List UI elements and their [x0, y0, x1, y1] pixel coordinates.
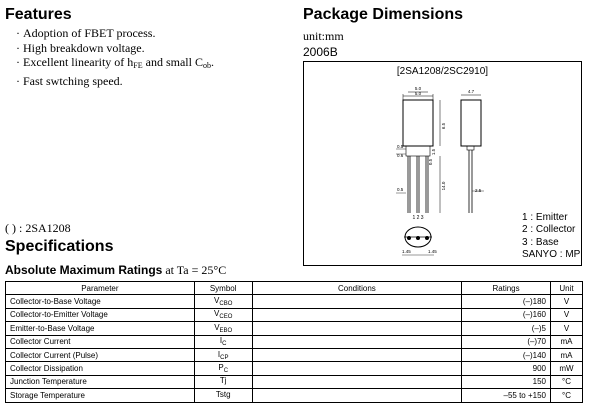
- cell-unit: V: [551, 308, 583, 321]
- dim-lead-pitch-a: 0.5: [397, 144, 404, 149]
- column-header-symbol: Symbol: [194, 282, 252, 295]
- column-header-unit: Unit: [551, 282, 583, 295]
- features-heading: Features: [5, 6, 72, 23]
- cell-rating: (–)180: [462, 295, 551, 308]
- features-list: [16, 26, 214, 88]
- cell-symbol: $P_C$: [194, 362, 252, 375]
- feature-item: · Fast swtching speed.: [16, 74, 214, 89]
- absolute-max-ratings-heading: Absolute Maximum Ratings at Ta = 25°C: [5, 263, 227, 277]
- table-header-row: [6, 282, 583, 295]
- cell-unit: °C: [551, 389, 583, 402]
- pin-legend-item: 1 : Emitter: [522, 212, 568, 223]
- cell-parameter: Junction Temperature: [6, 375, 195, 388]
- cell-conditions: [252, 322, 461, 335]
- part-numbers-label: [2SA1208/2SC2910]: [396, 66, 489, 77]
- cell-rating: (–)160: [462, 308, 551, 321]
- cell-rating: 150: [462, 375, 551, 388]
- dim-body-height: 6.5: [441, 122, 446, 130]
- dim-top-inner: 5.0: [414, 91, 422, 96]
- cell-parameter: Collector Dissipation: [6, 362, 195, 375]
- dim-pitch-right: 1.45: [428, 249, 437, 254]
- dim-top-width: 5.0: [414, 86, 422, 91]
- cell-parameter: Emitter-to-Base Voltage: [6, 322, 195, 335]
- table-row: [6, 335, 583, 348]
- feature-item: · High breakdown voltage.: [16, 41, 214, 56]
- alternate-part-note: ( ) : 2SA1208: [5, 221, 71, 235]
- cell-symbol: Tj: [194, 375, 252, 388]
- table-row: [6, 295, 583, 308]
- dim-lead-length: 14.0: [441, 181, 446, 191]
- cell-symbol: Tstg: [194, 389, 252, 402]
- package-dimensions-heading: Package Dimensions: [303, 6, 464, 23]
- body-side-outline: [461, 100, 481, 146]
- specifications-heading: Specifications: [5, 238, 114, 255]
- cell-conditions: [252, 389, 461, 402]
- unit-label: unit:mm: [303, 29, 344, 43]
- pin-legend-item: 2 : Collector: [522, 224, 576, 236]
- cell-parameter: Collector Current (Pulse): [6, 348, 195, 361]
- dim-step-b: 0.5: [428, 158, 433, 166]
- table-row: [6, 362, 583, 375]
- cell-symbol: $V_{EBO}$: [194, 322, 252, 335]
- cell-parameter: Collector-to-Base Voltage: [6, 295, 195, 308]
- dim-lead-pitch-b: 0.6: [397, 153, 404, 158]
- absolute-max-ratings-table: [5, 281, 583, 403]
- table-row: [6, 308, 583, 321]
- cell-symbol: $V_{CEO}$: [194, 308, 252, 321]
- cell-unit: mW: [551, 362, 583, 375]
- column-header-ratings: Ratings: [462, 282, 551, 295]
- cell-rating: (–)140: [462, 348, 551, 361]
- column-header-conditions: Conditions: [252, 282, 461, 295]
- dim-lead-width: 0.5: [397, 187, 404, 192]
- cell-symbol: $V_{CBO}$: [194, 295, 252, 308]
- pin-legend-item: SANYO : MP: [522, 248, 581, 260]
- cell-unit: mA: [551, 335, 583, 348]
- package-code: 2006B: [303, 45, 338, 59]
- cell-symbol: $I_C$: [194, 335, 252, 348]
- dim-side-lead: 2.5: [475, 188, 482, 193]
- cell-parameter: Storage Temperature: [6, 389, 195, 402]
- table-row: [6, 348, 583, 361]
- feature-item: · Excellent linearity of $h_{FE}$ and small $C_{ob}$.: [16, 55, 214, 74]
- feature-item: · Adoption of FBET process.: [16, 26, 214, 41]
- dim-side-width: 4.7: [467, 89, 475, 94]
- cell-conditions: [252, 375, 461, 388]
- cell-unit: V: [551, 322, 583, 335]
- cell-conditions: [252, 295, 461, 308]
- pin-legend: [522, 212, 580, 261]
- cell-parameter: Collector Current: [6, 335, 195, 348]
- pin-number-labels: 1 2 3: [412, 215, 424, 221]
- cell-parameter: Collector-to-Emitter Voltage: [6, 308, 195, 321]
- cell-rating: –55 to +150: [462, 389, 551, 402]
- cell-unit: V: [551, 295, 583, 308]
- cell-rating: 900: [462, 362, 551, 375]
- cell-conditions: [252, 362, 461, 375]
- cell-rating: (–)5: [462, 322, 551, 335]
- cell-conditions: [252, 348, 461, 361]
- cell-symbol: $I_{CP}$: [194, 348, 252, 361]
- package-drawing-box: [303, 61, 582, 266]
- cell-rating: (–)70: [462, 335, 551, 348]
- table-row: [6, 322, 583, 335]
- column-header-parameter: Parameter: [6, 282, 195, 295]
- cell-unit: °C: [551, 375, 583, 388]
- table-row: [6, 389, 583, 402]
- table-row: [6, 375, 583, 388]
- pin-legend-item: 3 : Base: [522, 236, 559, 248]
- body-front-outline: [403, 100, 433, 146]
- cell-conditions: [252, 308, 461, 321]
- dim-step-a: 1.5: [431, 148, 436, 156]
- dim-pitch-left: 1.45: [402, 249, 411, 254]
- cell-conditions: [252, 335, 461, 348]
- cell-unit: mA: [551, 348, 583, 361]
